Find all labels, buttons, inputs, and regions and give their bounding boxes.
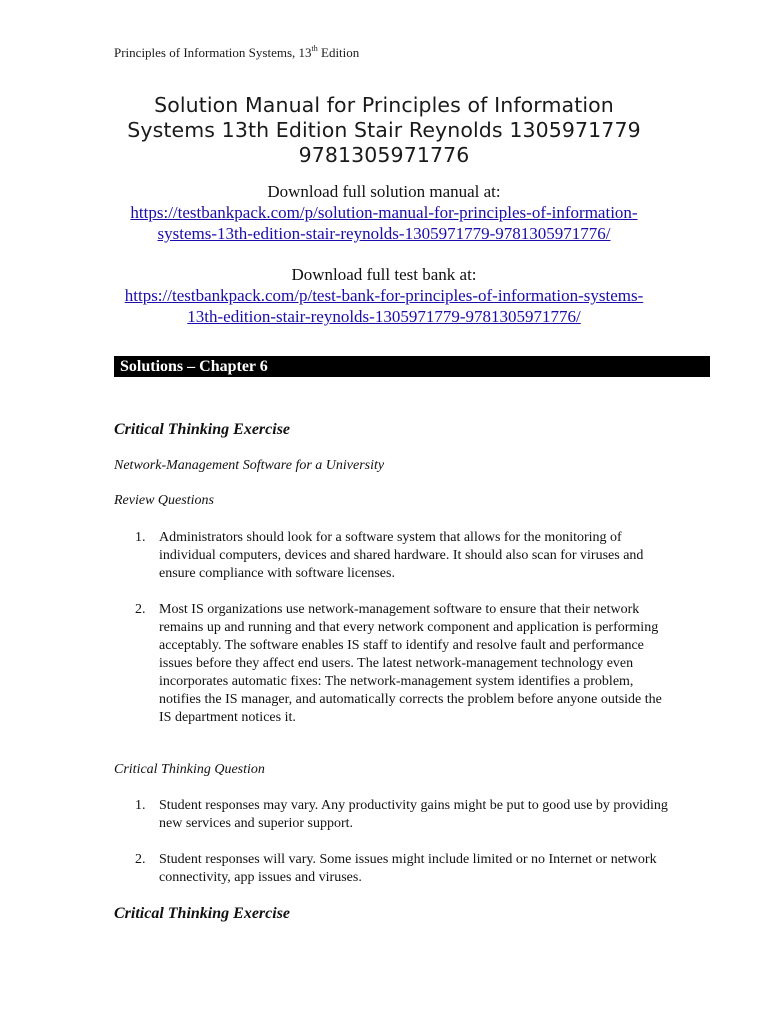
chapter-heading-bar: Solutions – Chapter 6 bbox=[114, 356, 710, 377]
document-title-line-3: 9781305971776 bbox=[298, 143, 470, 167]
solution-manual-link-line-1: https://testbankpack.com/p/solution-manual-for-principles-of-information- bbox=[130, 203, 638, 222]
critical-thinking-question-list bbox=[114, 797, 674, 887]
list-item bbox=[114, 851, 674, 887]
test-bank-link[interactable] bbox=[84, 285, 684, 327]
running-header-superscript: th bbox=[311, 43, 318, 53]
document-title-line-2: Systems 13th Edition Stair Reynolds 1305971779 bbox=[127, 118, 641, 142]
list-item bbox=[114, 529, 674, 583]
critical-thinking-question-label: Critical Thinking Question bbox=[114, 762, 265, 777]
list-item bbox=[114, 601, 674, 727]
list-item-number: 2. bbox=[135, 602, 146, 617]
solution-manual-download bbox=[84, 181, 684, 244]
list-item-text: Most IS organizations use network-management software to ensure that their network remains up and running and that every network component and application is performing acceptably. The software enables IS staff to identify and resolve fault and performance issues before they affect end users. The latest network-management technology even incorporates automatic fixes: The network-management system identifies a problem, notifies the IS manager, and automatically corrects the problem before anyone outside the IS department notices it. bbox=[159, 602, 662, 725]
review-questions-label: Review Questions bbox=[114, 493, 214, 508]
test-bank-label: Download full test bank at: bbox=[291, 265, 477, 284]
list-item-text: Administrators should look for a software system that allows for the monitoring of individual computers, devices and shared hardware. It should also scan for viruses and ensure compliance with software licenses. bbox=[159, 530, 644, 581]
section-heading-critical-thinking-exercise: Critical Thinking Exercise bbox=[114, 421, 291, 438]
solution-manual-link[interactable] bbox=[84, 202, 684, 244]
list-item-number: 1. bbox=[135, 798, 146, 813]
test-bank-download bbox=[84, 264, 684, 327]
running-header-edition: Edition bbox=[317, 45, 360, 60]
list-item-number: 2. bbox=[135, 852, 146, 867]
list-item bbox=[114, 797, 674, 833]
review-questions-list bbox=[114, 529, 674, 727]
list-item-text: Student responses will vary. Some issues might include limited or no Internet or network connectivity, app issues and viruses. bbox=[159, 852, 657, 885]
section-heading-critical-thinking-exercise-2: Critical Thinking Exercise bbox=[114, 905, 291, 922]
exercise-subtitle: Network-Management Software for a University bbox=[114, 458, 385, 473]
running-header bbox=[114, 45, 359, 61]
list-item-number: 1. bbox=[135, 530, 146, 545]
solution-manual-label: Download full solution manual at: bbox=[267, 182, 501, 201]
document-title-line-1: Solution Manual for Principles of Information bbox=[154, 93, 614, 117]
test-bank-link-line-1: https://testbankpack.com/p/test-bank-for-principles-of-information-systems- bbox=[124, 286, 644, 305]
running-header-title: Principles of Information Systems, 13 bbox=[114, 45, 312, 60]
document-title bbox=[84, 93, 684, 168]
list-item-text: Student responses may vary. Any productivity gains might be put to good use by providing new services and superior support. bbox=[159, 798, 668, 831]
test-bank-link-line-2: 13th-edition-stair-reynolds-1305971779-9781305971776/ bbox=[187, 307, 581, 326]
solution-manual-link-line-2: systems-13th-edition-stair-reynolds-1305971779-9781305971776/ bbox=[157, 224, 611, 243]
